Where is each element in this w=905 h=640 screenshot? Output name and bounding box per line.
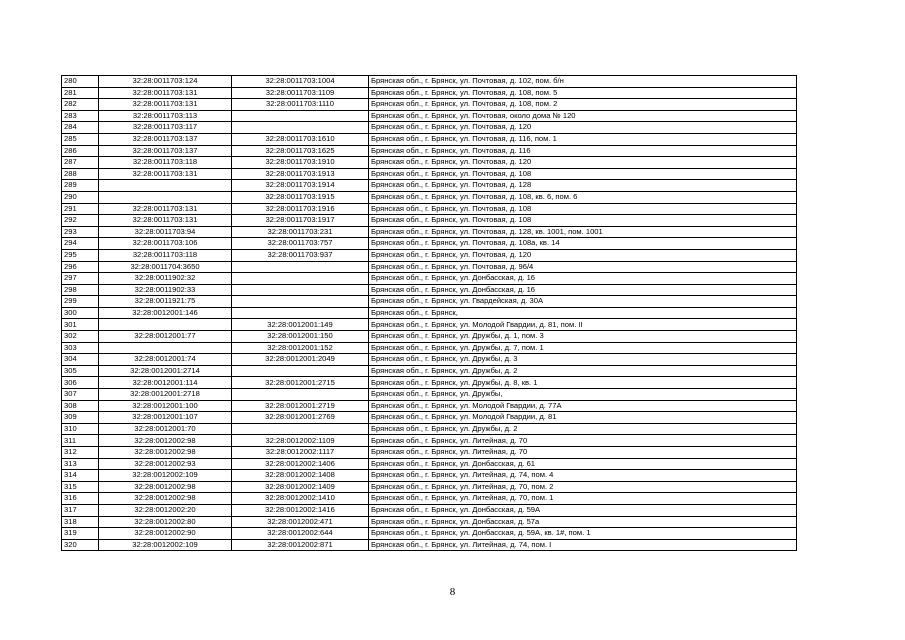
building-cadastral-number-cell <box>232 307 369 319</box>
table-row <box>62 400 797 412</box>
row-number-cell: 294 <box>62 238 99 250</box>
parcel-cadastral-number-cell: 32:28:0011703:106 <box>99 238 232 250</box>
parcel-cadastral-number-cell: 32:28:0011703:131 <box>99 203 232 215</box>
address-cell: Брянская обл., г. Брянск, ул. Литейная, д. 70 <box>369 447 797 459</box>
row-number-cell: 299 <box>62 296 99 308</box>
building-cadastral-number-cell: 32:28:0011703:1915 <box>232 191 369 203</box>
table-row <box>62 447 797 459</box>
address-cell: Брянская обл., г. Брянск, ул. Молодой Гвардии, д. 77А <box>369 400 797 412</box>
building-cadastral-number-cell: 32:28:0011703:1625 <box>232 145 369 157</box>
building-cadastral-number-cell: 32:28:0012002:1410 <box>232 493 369 505</box>
address-cell: Брянская обл., г. Брянск, ул. Донбасская, д. 61 <box>369 458 797 470</box>
building-cadastral-number-cell: 32:28:0011703:1110 <box>232 99 369 111</box>
table-row <box>62 354 797 366</box>
row-number-cell: 316 <box>62 493 99 505</box>
table-row <box>62 423 797 435</box>
row-number-cell: 291 <box>62 203 99 215</box>
row-number-cell: 290 <box>62 191 99 203</box>
table-row <box>62 365 797 377</box>
parcel-cadastral-number-cell <box>99 191 232 203</box>
building-cadastral-number-cell: 32:28:0012002:471 <box>232 516 369 528</box>
address-cell: Брянская обл., г. Брянск, ул. Почтовая, д. 108 <box>369 203 797 215</box>
address-cell: Брянская обл., г. Брянск, ул. Литейная, д. 70, пом. 2 <box>369 481 797 493</box>
page-number: 8 <box>449 586 456 598</box>
address-cell: Брянская обл., г. Брянск, ул. Донбасская, д. 16 <box>369 273 797 285</box>
parcel-cadastral-number-cell: 32:28:0012001:100 <box>99 400 232 412</box>
address-cell: Брянская обл., г. Брянск, ул. Почтовая, д. 96/4 <box>369 261 797 273</box>
building-cadastral-number-cell: 32:28:0011703:1004 <box>232 76 369 88</box>
building-cadastral-number-cell: 32:28:0012002:1406 <box>232 458 369 470</box>
address-cell: Брянская обл., г. Брянск, ул. Дружбы, д. 2 <box>369 365 797 377</box>
parcel-cadastral-number-cell: 32:28:0012001:114 <box>99 377 232 389</box>
parcel-cadastral-number-cell: 32:28:0011703:131 <box>99 87 232 99</box>
parcel-cadastral-number-cell: 32:28:0011703:137 <box>99 133 232 145</box>
table-row <box>62 481 797 493</box>
row-number-cell: 311 <box>62 435 99 447</box>
row-number-cell: 317 <box>62 504 99 516</box>
row-number-cell: 297 <box>62 273 99 285</box>
address-cell: Брянская обл., г. Брянск, ул. Почтовая, д. 108, пом. 2 <box>369 99 797 111</box>
table-row <box>62 76 797 88</box>
parcel-cadastral-number-cell <box>99 319 232 331</box>
table-row <box>62 203 797 215</box>
table-row <box>62 168 797 180</box>
building-cadastral-number-cell: 32:28:0012002:644 <box>232 528 369 540</box>
table-row <box>62 145 797 157</box>
building-cadastral-number-cell: 32:28:0011703:937 <box>232 249 369 261</box>
building-cadastral-number-cell: 32:28:0012002:1109 <box>232 435 369 447</box>
row-number-cell: 281 <box>62 87 99 99</box>
parcel-cadastral-number-cell: 32:28:0011703:131 <box>99 168 232 180</box>
building-cadastral-number-cell: 32:28:0011703:1109 <box>232 87 369 99</box>
parcel-cadastral-number-cell <box>99 180 232 192</box>
address-cell: Брянская обл., г. Брянск, ул. Почтовая, д. 108, кв. 6, пом. 6 <box>369 191 797 203</box>
row-number-cell: 280 <box>62 76 99 88</box>
address-cell: Брянская обл., г. Брянск, ул. Почтовая, д. 116 <box>369 145 797 157</box>
building-cadastral-number-cell <box>232 365 369 377</box>
address-cell: Брянская обл., г. Брянск, ул. Донбасская, д. 16 <box>369 284 797 296</box>
address-cell: Брянская обл., г. Брянск, ул. Литейная, д. 70, пом. 1 <box>369 493 797 505</box>
building-cadastral-number-cell <box>232 122 369 134</box>
building-cadastral-number-cell <box>232 296 369 308</box>
row-number-cell: 313 <box>62 458 99 470</box>
row-number-cell: 312 <box>62 447 99 459</box>
address-cell: Брянская обл., г. Брянск, ул. Молодой Гвардии, д. 81, пом. II <box>369 319 797 331</box>
parcel-cadastral-number-cell: 32:28:0012002:90 <box>99 528 232 540</box>
parcel-cadastral-number-cell: 32:28:0012002:98 <box>99 435 232 447</box>
building-cadastral-number-cell: 32:28:0011703:231 <box>232 226 369 238</box>
address-cell: Брянская обл., г. Брянск, ул. Почтовая, д. 108 <box>369 168 797 180</box>
table-row <box>62 284 797 296</box>
building-cadastral-number-cell: 32:28:0012002:1117 <box>232 447 369 459</box>
parcel-cadastral-number-cell: 32:28:0012002:93 <box>99 458 232 470</box>
building-cadastral-number-cell: 32:28:0011703:1916 <box>232 203 369 215</box>
row-number-cell: 315 <box>62 481 99 493</box>
parcel-cadastral-number-cell: 32:28:0012002:98 <box>99 493 232 505</box>
address-cell: Брянская обл., г. Брянск, ул. Почтовая, д. 120 <box>369 122 797 134</box>
building-cadastral-number-cell <box>232 423 369 435</box>
row-number-cell: 293 <box>62 226 99 238</box>
table-row <box>62 389 797 401</box>
address-cell: Брянская обл., г. Брянск, ул. Дружбы, д. 1, пом. 3 <box>369 331 797 343</box>
table-row <box>62 435 797 447</box>
table-row <box>62 342 797 354</box>
row-number-cell: 300 <box>62 307 99 319</box>
table-row <box>62 273 797 285</box>
table-row <box>62 331 797 343</box>
parcel-cadastral-number-cell: 32:28:0012001:2714 <box>99 365 232 377</box>
address-cell: Брянская обл., г. Брянск, ул. Донбасская, д. 57а <box>369 516 797 528</box>
table-row <box>62 238 797 250</box>
building-cadastral-number-cell: 32:28:0011703:1914 <box>232 180 369 192</box>
parcel-cadastral-number-cell: 32:28:0012002:98 <box>99 447 232 459</box>
parcel-cadastral-number-cell: 32:28:0011703:131 <box>99 99 232 111</box>
table-row <box>62 180 797 192</box>
parcel-cadastral-number-cell: 32:28:0011703:124 <box>99 76 232 88</box>
row-number-cell: 286 <box>62 145 99 157</box>
parcel-cadastral-number-cell: 32:28:0011703:117 <box>99 122 232 134</box>
parcel-cadastral-number-cell: 32:28:0011703:118 <box>99 157 232 169</box>
parcel-cadastral-number-cell: 32:28:0012002:20 <box>99 504 232 516</box>
row-number-cell: 306 <box>62 377 99 389</box>
building-cadastral-number-cell <box>232 110 369 122</box>
parcel-cadastral-number-cell: 32:28:0012002:109 <box>99 539 232 551</box>
row-number-cell: 304 <box>62 354 99 366</box>
table-row <box>62 157 797 169</box>
table-row <box>62 122 797 134</box>
parcel-cadastral-number-cell: 32:28:0012001:107 <box>99 412 232 424</box>
parcel-cadastral-number-cell: 32:28:0011703:94 <box>99 226 232 238</box>
address-cell: Брянская обл., г. Брянск, ул. Дружбы, д. 8, кв. 1 <box>369 377 797 389</box>
address-cell: Брянская обл., г. Брянск, ул. Почтовая, д. 120 <box>369 157 797 169</box>
address-cell: Брянская обл., г. Брянск, ул. Почтовая, д. 108, пом. 5 <box>369 87 797 99</box>
parcel-cadastral-number-cell: 32:28:0012001:70 <box>99 423 232 435</box>
building-cadastral-number-cell <box>232 284 369 296</box>
parcel-cadastral-number-cell: 32:28:0012002:109 <box>99 470 232 482</box>
address-cell: Брянская обл., г. Брянск, ул. Гвардейская, д. 30А <box>369 296 797 308</box>
building-cadastral-number-cell: 32:28:0011703:757 <box>232 238 369 250</box>
address-cell: Брянская обл., г. Брянск, ул. Молодой Гвардии, д. 81 <box>369 412 797 424</box>
building-cadastral-number-cell: 32:28:0012002:1416 <box>232 504 369 516</box>
parcel-cadastral-number-cell: 32:28:0011703:137 <box>99 145 232 157</box>
row-number-cell: 308 <box>62 400 99 412</box>
parcel-cadastral-number-cell: 32:28:0012001:2718 <box>99 389 232 401</box>
parcel-cadastral-number-cell: 32:28:0011921:75 <box>99 296 232 308</box>
building-cadastral-number-cell: 32:28:0012001:2719 <box>232 400 369 412</box>
building-cadastral-number-cell: 32:28:0012002:871 <box>232 539 369 551</box>
row-number-cell: 307 <box>62 389 99 401</box>
row-number-cell: 283 <box>62 110 99 122</box>
row-number-cell: 287 <box>62 157 99 169</box>
table-row <box>62 470 797 482</box>
row-number-cell: 309 <box>62 412 99 424</box>
parcel-cadastral-number-cell <box>99 342 232 354</box>
row-number-cell: 320 <box>62 539 99 551</box>
table-row <box>62 296 797 308</box>
table-row <box>62 539 797 551</box>
building-cadastral-number-cell: 32:28:0012001:2769 <box>232 412 369 424</box>
building-cadastral-number-cell: 32:28:0012002:1409 <box>232 481 369 493</box>
address-cell: Брянская обл., г. Брянск, ул. Дружбы, д. 3 <box>369 354 797 366</box>
table-row <box>62 87 797 99</box>
row-number-cell: 310 <box>62 423 99 435</box>
parcel-cadastral-number-cell: 32:28:0011902:33 <box>99 284 232 296</box>
building-cadastral-number-cell <box>232 261 369 273</box>
parcel-cadastral-number-cell: 32:28:0012001:77 <box>99 331 232 343</box>
row-number-cell: 303 <box>62 342 99 354</box>
address-cell: Брянская обл., г. Брянск, ул. Почтовая, д. 128 <box>369 180 797 192</box>
table-row <box>62 110 797 122</box>
building-cadastral-number-cell: 32:28:0012001:2715 <box>232 377 369 389</box>
address-cell: Брянская обл., г. Брянск, ул. Почтовая, около дома № 120 <box>369 110 797 122</box>
address-cell: Брянская обл., г. Брянск, ул. Почтовая, д. 120 <box>369 249 797 261</box>
building-cadastral-number-cell: 32:28:0011703:1913 <box>232 168 369 180</box>
row-number-cell: 288 <box>62 168 99 180</box>
row-number-cell: 319 <box>62 528 99 540</box>
address-cell: Брянская обл., г. Брянск, ул. Литейная, д. 74, пом. I <box>369 539 797 551</box>
address-cell: Брянская обл., г. Брянск, ул. Донбасская, д. 59А <box>369 504 797 516</box>
table-row <box>62 412 797 424</box>
address-cell: Брянская обл., г. Брянск, ул. Почтовая, д. 102, пом. б/н <box>369 76 797 88</box>
address-cell: Брянская обл., г. Брянск, ул. Почтовая, д. 108а, кв. 14 <box>369 238 797 250</box>
building-cadastral-number-cell: 32:28:0011703:1917 <box>232 215 369 227</box>
building-cadastral-number-cell: 32:28:0011703:1910 <box>232 157 369 169</box>
table-row <box>62 458 797 470</box>
address-cell: Брянская обл., г. Брянск, ул. Дружбы, <box>369 389 797 401</box>
parcel-cadastral-number-cell: 32:28:0011902:32 <box>99 273 232 285</box>
parcel-cadastral-number-cell: 32:28:0012002:80 <box>99 516 232 528</box>
parcel-cadastral-number-cell: 32:28:0011703:118 <box>99 249 232 261</box>
row-number-cell: 285 <box>62 133 99 145</box>
building-cadastral-number-cell <box>232 273 369 285</box>
parcel-cadastral-number-cell: 32:28:0011704:3650 <box>99 261 232 273</box>
address-cell: Брянская обл., г. Брянск, ул. Дружбы, д. 7, пом. 1 <box>369 342 797 354</box>
table-row <box>62 99 797 111</box>
parcel-cadastral-number-cell: 32:28:0011703:113 <box>99 110 232 122</box>
table-row <box>62 493 797 505</box>
row-number-cell: 302 <box>62 331 99 343</box>
row-number-cell: 284 <box>62 122 99 134</box>
building-cadastral-number-cell: 32:28:0012001:149 <box>232 319 369 331</box>
address-cell: Брянская обл., г. Брянск, ул. Литейная, д. 74, пом. 4 <box>369 470 797 482</box>
table-row <box>62 133 797 145</box>
table-row <box>62 261 797 273</box>
parcel-cadastral-number-cell: 32:28:0012002:98 <box>99 481 232 493</box>
property-registry-table <box>61 75 797 551</box>
row-number-cell: 305 <box>62 365 99 377</box>
table-row <box>62 307 797 319</box>
parcel-cadastral-number-cell: 32:28:0012001:146 <box>99 307 232 319</box>
table-row <box>62 377 797 389</box>
table-row <box>62 226 797 238</box>
row-number-cell: 318 <box>62 516 99 528</box>
table-row <box>62 249 797 261</box>
address-cell: Брянская обл., г. Брянск, <box>369 307 797 319</box>
row-number-cell: 289 <box>62 180 99 192</box>
row-number-cell: 295 <box>62 249 99 261</box>
address-cell: Брянская обл., г. Брянск, ул. Донбасская, д. 59А, кв. 1#, пом. 1 <box>369 528 797 540</box>
table-body <box>62 76 797 551</box>
building-cadastral-number-cell: 32:28:0012001:152 <box>232 342 369 354</box>
address-cell: Брянская обл., г. Брянск, ул. Почтовая, д. 116, пом. 1 <box>369 133 797 145</box>
table-row <box>62 504 797 516</box>
address-cell: Брянская обл., г. Брянск, ул. Дружбы, д. 2 <box>369 423 797 435</box>
building-cadastral-number-cell: 32:28:0012001:2049 <box>232 354 369 366</box>
table-row <box>62 528 797 540</box>
parcel-cadastral-number-cell: 32:28:0011703:131 <box>99 215 232 227</box>
table-row <box>62 191 797 203</box>
building-cadastral-number-cell: 32:28:0012002:1408 <box>232 470 369 482</box>
table-row <box>62 215 797 227</box>
address-cell: Брянская обл., г. Брянск, ул. Литейная, д. 70 <box>369 435 797 447</box>
row-number-cell: 282 <box>62 99 99 111</box>
table-row <box>62 516 797 528</box>
row-number-cell: 298 <box>62 284 99 296</box>
address-cell: Брянская обл., г. Брянск, ул. Почтовая, д. 128, кв. 1001, пом. 1001 <box>369 226 797 238</box>
building-cadastral-number-cell: 32:28:0012001:150 <box>232 331 369 343</box>
table-row <box>62 319 797 331</box>
address-cell: Брянская обл., г. Брянск, ул. Почтовая, д. 108 <box>369 215 797 227</box>
row-number-cell: 292 <box>62 215 99 227</box>
row-number-cell: 296 <box>62 261 99 273</box>
row-number-cell: 301 <box>62 319 99 331</box>
row-number-cell: 314 <box>62 470 99 482</box>
parcel-cadastral-number-cell: 32:28:0012001:74 <box>99 354 232 366</box>
building-cadastral-number-cell: 32:28:0011703:1610 <box>232 133 369 145</box>
building-cadastral-number-cell <box>232 389 369 401</box>
